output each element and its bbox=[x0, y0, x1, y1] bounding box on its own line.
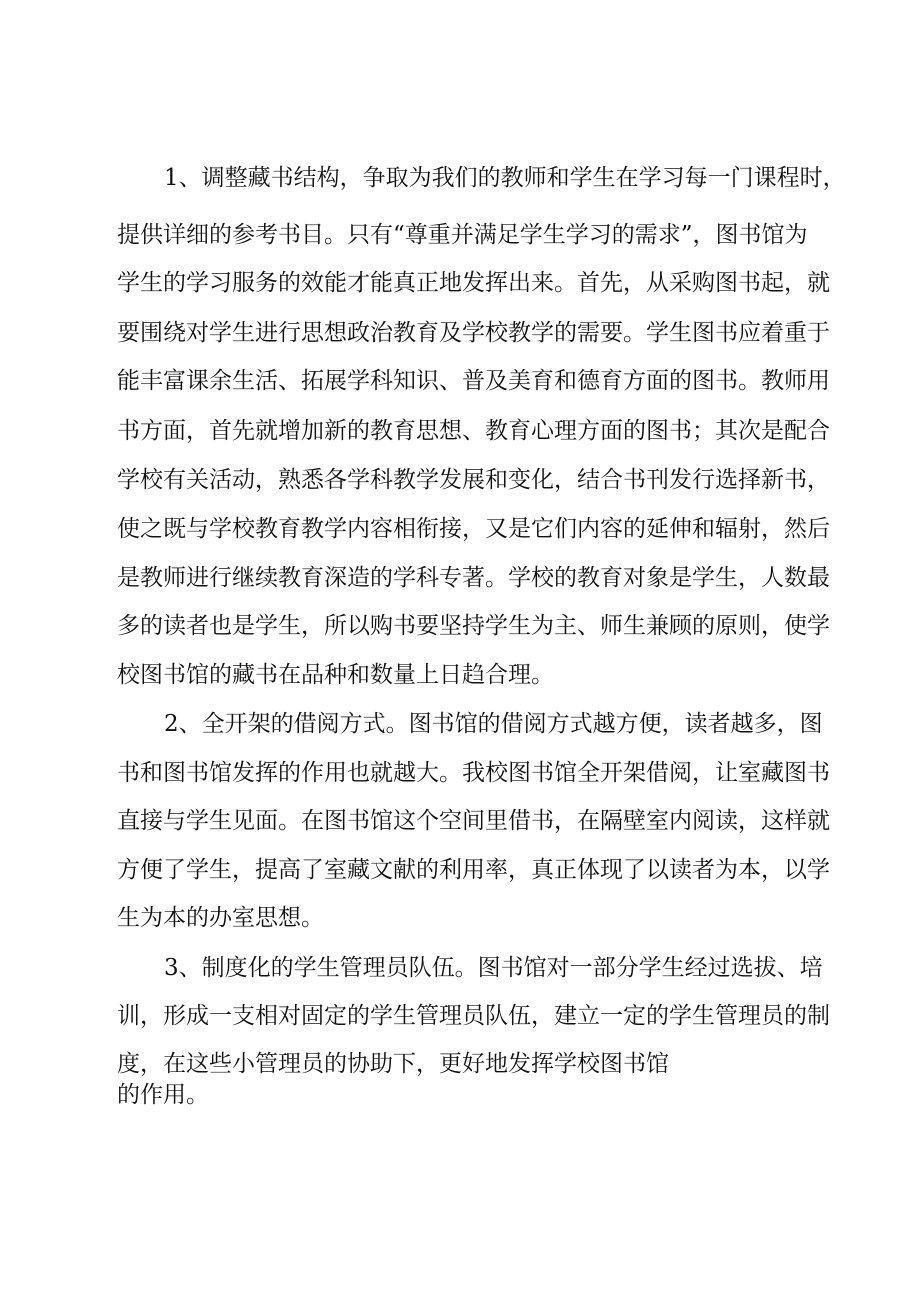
paragraph-line: 书方面，首先就增加新的教育思想、教育心理方面的图书；其次是配合 bbox=[117, 418, 830, 444]
paragraph-line: 能丰富课余生活、拓展学科知识、普及美育和德育方面的图书。教师用 bbox=[117, 368, 830, 394]
paragraph-line: 学校有关活动，熟悉各学科教学发展和变化，结合书刊发行选择新书， bbox=[117, 467, 830, 493]
paragraph-line: 2、全开架的借阅方式。图书馆的借阅方式越方便，读者越多，图 bbox=[164, 711, 823, 737]
paragraph-line: 使之既与学校教育教学内容相衔接，又是它们内容的延伸和辐射，然后 bbox=[117, 516, 830, 542]
paragraph-line: 1、调整藏书结构，争取为我们的教师和学生在学习每一门课程时， bbox=[164, 165, 846, 191]
paragraph-line: 是教师进行继续教育深造的学科专著。学校的教育对象是学生，人数最 bbox=[117, 565, 830, 591]
paragraph-line: 提供详细的参考书目。只有“尊重并满足学生学习的需求”，图书馆为 bbox=[117, 222, 808, 248]
paragraph-line: 校图书馆的藏书在品种和数量上日趋合理。 bbox=[117, 662, 554, 688]
paragraph-line: 的作用。 bbox=[117, 1082, 209, 1108]
paragraph-line: 生为本的办室思想。 bbox=[117, 905, 324, 931]
paragraph-line: 3、制度化的学生管理员队伍。图书馆对一部分学生经过选拔、培 bbox=[164, 955, 823, 981]
paragraph-line: 直接与学生见面。在图书馆这个空间里借书，在隔壁室内阅读，这样就 bbox=[117, 808, 830, 834]
paragraph-line: 学生的学习服务的效能才能真正地发挥出来。首先，从采购图书起，就 bbox=[117, 270, 830, 296]
paragraph-line: 多的读者也是学生，所以购书要坚持学生为主、师生兼顾的原则，使学 bbox=[117, 613, 830, 639]
paragraph-line: 方便了学生，提高了室藏文献的利用率，真正体现了以读者为本，以学 bbox=[117, 857, 830, 883]
paragraph-line: 书和图书馆发挥的作用也就越大。我校图书馆全开架借阅，让室藏图书 bbox=[117, 760, 830, 786]
paragraph-line: 训，形成一支相对固定的学生管理员队伍，建立一定的学生管理员的制 bbox=[117, 1003, 830, 1029]
paragraph-line: 要围绕对学生进行思想政治教育及学校教学的需要。学生图书应着重于 bbox=[117, 320, 830, 346]
paragraph-line: 度，在这些小管理员的协助下，更好地发挥学校图书馆 bbox=[117, 1051, 669, 1077]
